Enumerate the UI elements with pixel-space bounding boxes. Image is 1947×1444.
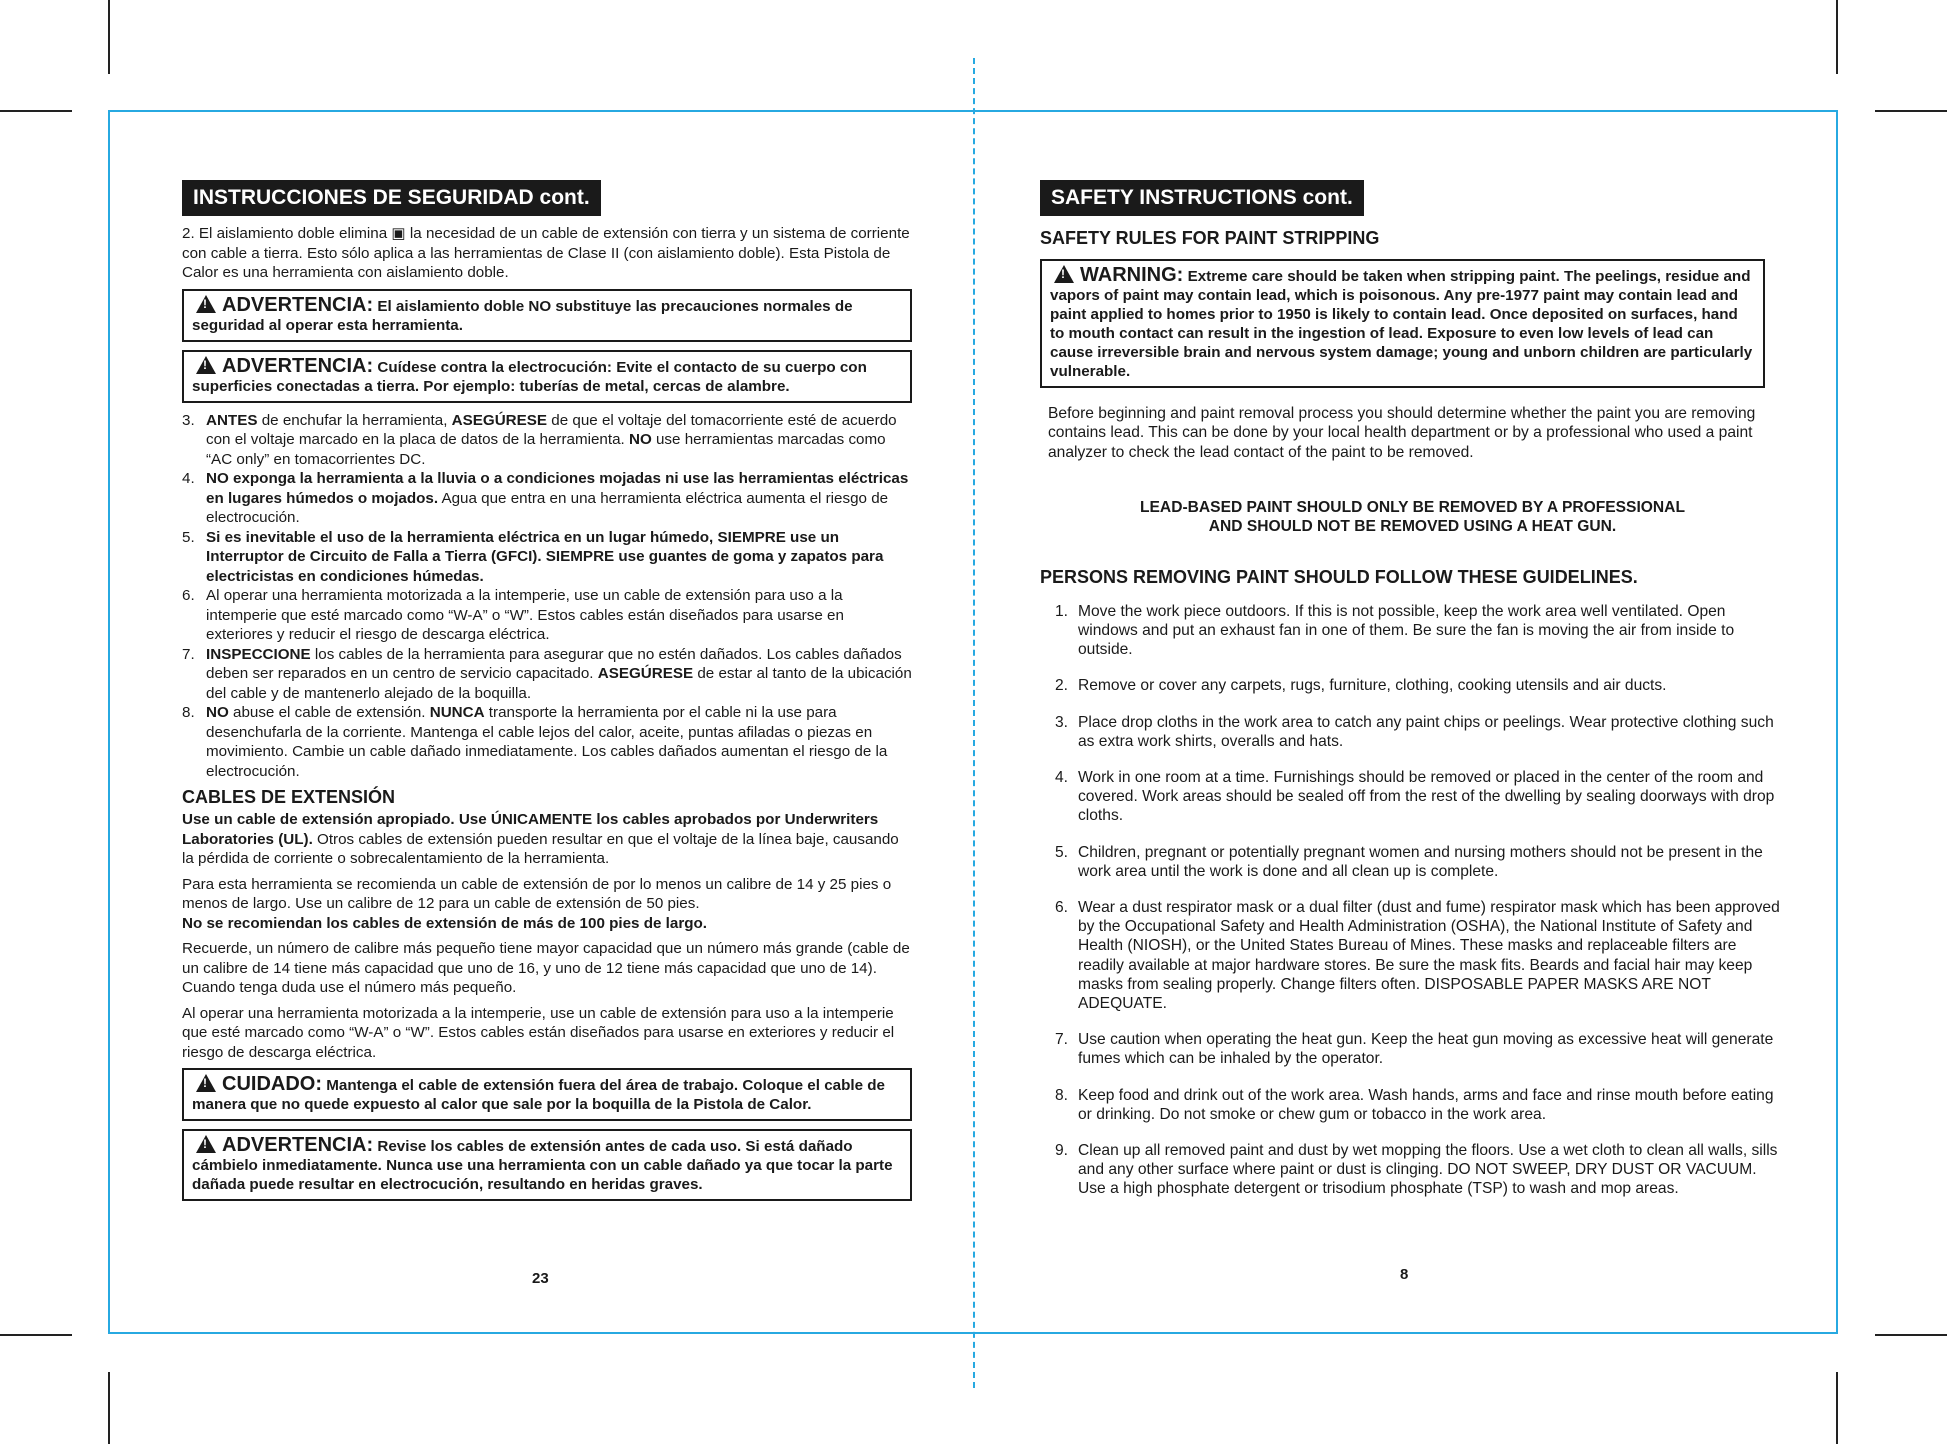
warning-icon bbox=[196, 1135, 216, 1153]
instruction-item bbox=[182, 528, 912, 587]
item-2: 2. El aislamiento doble elimina ▣ la necesidad de un cable de extensión con tierra y un sistema de corriente con cable a tierra. Esto sólo aplica a las herramientas de Clase II (con aislamiento doble). Esta Pistola de Calor es una herramienta con aislamiento doble. bbox=[182, 225, 910, 282]
guideline-number: 2. bbox=[1054, 677, 1068, 695]
instruction-item bbox=[182, 469, 912, 528]
item-plain: Agua que entra en una herramienta eléctrica aumenta el riesgo de electrocución. bbox=[206, 489, 889, 527]
guideline-item bbox=[1040, 1086, 1785, 1124]
crop-mark bbox=[1836, 1372, 1838, 1444]
item-plain: de estar al tanto de la ubicación del cable y de mantenerlo alejado de la boquilla. bbox=[206, 665, 912, 702]
fold-line bbox=[973, 58, 975, 1388]
warning-text: Cuídese contra la electrocución: Evite el contacto de su cuerpo con superficies conectadas a tierra. Por ejemplo: tuberías de metal, cercas de alambre. bbox=[192, 358, 867, 395]
crop-mark bbox=[0, 110, 72, 112]
item-bold: ANTES bbox=[206, 411, 258, 429]
guideline-item bbox=[1040, 676, 1785, 695]
warning-box bbox=[182, 1129, 912, 1201]
guideline-item bbox=[1040, 768, 1785, 826]
guidelines-heading: PERSONS REMOVING PAINT SHOULD FOLLOW THESE GUIDELINES. bbox=[1040, 566, 1638, 587]
item-text bbox=[206, 703, 912, 781]
item-bold: NUNCA bbox=[429, 704, 485, 722]
item-plain: Al operar una herramienta motorizada a la intemperie, use un cable de extensión para uso a la intemperie que esté marcado como “W-A” o “W”. Estos cables están diseñados para usarse en exteriores y reducir el riesgo de descarga eléctrica. bbox=[206, 587, 844, 644]
guideline-number: 7. bbox=[1054, 1031, 1068, 1049]
warning-box bbox=[1040, 259, 1765, 388]
item-plain: transporte la herramienta por el cable ni la use para desenchufarla de la corriente. Mantenga el cable lejos del calor, aceite, puntas afiladas o piezas en movimiento. Cambie un cable dañado inmediatamente. Los cables dañados aumentan el riesgo de la electrocución. bbox=[206, 704, 888, 780]
guideline-item bbox=[1040, 602, 1785, 660]
item-plain: los cables de la herramienta para asegurar que no estén dañados. Los cables dañados deben ser reparados en un centro de servicio capacitado. bbox=[206, 645, 902, 683]
caution-label: CUIDADO: bbox=[222, 1073, 322, 1096]
item-number: 4. bbox=[182, 470, 195, 488]
guideline-text: Children, pregnant or potentially pregnant women and nursing mothers should not be present in the work area until the work is done and all clean up is complete. bbox=[1078, 843, 1763, 880]
item-bold: NO bbox=[628, 431, 652, 449]
cables-bold: No se recomiendan los cables de extensión de más de 100 pies de largo. bbox=[182, 914, 708, 932]
guideline-item bbox=[1040, 898, 1785, 1013]
item-text bbox=[206, 469, 912, 528]
cables-text: Otros cables de extensión pueden resultar en que el voltaje de la línea baje, causando la pérdida de corriente o sobrecalentamiento de la herramienta. bbox=[182, 830, 899, 868]
guideline-number: 5. bbox=[1054, 843, 1068, 861]
warning-icon bbox=[196, 295, 216, 313]
guideline-number: 4. bbox=[1054, 768, 1068, 786]
cables-paragraph bbox=[182, 810, 912, 869]
item-bold: NO exponga la herramienta a la lluvia o a condiciones mojadas ni use las herramientas eléctricas en lugares húmedos o mojados. bbox=[206, 470, 909, 507]
guidelines-list bbox=[1040, 602, 1785, 1199]
guideline-number: 1. bbox=[1054, 602, 1068, 620]
instruction-item bbox=[182, 411, 912, 470]
paint-stripping-heading: SAFETY RULES FOR PAINT STRIPPING bbox=[1040, 228, 1380, 249]
section-header: INSTRUCCIONES DE SEGURIDAD cont. bbox=[182, 180, 601, 216]
right-page bbox=[1040, 180, 1785, 1216]
cables-paragraph bbox=[182, 875, 912, 934]
guideline-number: 3. bbox=[1054, 713, 1068, 731]
item-plain: use herramientas marcadas como “AC only” en tomacorrientes DC. bbox=[206, 431, 886, 468]
warning-icon bbox=[196, 356, 216, 374]
guideline-number: 6. bbox=[1054, 898, 1068, 916]
item-bold: ASEGÚRESE bbox=[451, 411, 548, 429]
guideline-text: Use caution when operating the heat gun. Keep the heat gun moving as excessive heat will generate fumes which can be inhaled by the operator. bbox=[1078, 1031, 1774, 1068]
crop-mark bbox=[1836, 0, 1838, 74]
guideline-text: Keep food and drink out of the work area. Wash hands, arms and face and rinse mouth before eating or drinking. Do not smoke or chew gum or tobacco in the work area. bbox=[1078, 1086, 1774, 1123]
warning-icon bbox=[1054, 265, 1074, 283]
guideline-text: Remove or cover any carpets, rugs, furniture, clothing, cooking utensils and air ducts. bbox=[1078, 677, 1667, 695]
caution-box bbox=[182, 1068, 912, 1121]
guideline-item bbox=[1040, 1141, 1785, 1199]
crop-mark bbox=[108, 1372, 110, 1444]
item-text bbox=[206, 645, 912, 704]
page-number: 8 bbox=[1400, 1266, 1409, 1283]
guideline-text: Move the work piece outdoors. If this is not possible, keep the work area well ventilated. Open windows and put an exhaust fan in one of them. Be sure the fan is moving the air from inside to outside. bbox=[1078, 602, 1735, 659]
item-plain: abuse el cable de extensión. bbox=[228, 704, 430, 722]
cables-paragraph: Al operar una herramienta motorizada a la intemperie, use un cable de extensión para uso a la intemperie que esté marcado como “W-A” o “W”. Estos cables están diseñados para usarse en exteriores y reducir el riesgo de descarga eléctrica. bbox=[182, 1004, 895, 1061]
crop-mark bbox=[0, 1334, 72, 1336]
left-page bbox=[182, 180, 912, 1209]
guideline-item bbox=[1040, 843, 1785, 881]
section-header: SAFETY INSTRUCTIONS cont. bbox=[1040, 180, 1364, 216]
instruction-item bbox=[182, 703, 912, 781]
cables-bold: Use un cable de extensión apropiado. Use ÚNICAMENTE los cables aprobados por Underwriters Laboratories (UL). bbox=[182, 811, 879, 848]
instruction-item bbox=[182, 586, 912, 645]
warning-box bbox=[182, 350, 912, 403]
cables-heading: CABLES DE EXTENSIÓN bbox=[182, 787, 396, 808]
guideline-text: Place drop cloths in the work area to catch any paint chips or peelings. Wear protective clothing such as extra work shirts, overalls and hats. bbox=[1078, 713, 1774, 750]
warning-label: WARNING: bbox=[1080, 264, 1184, 287]
item-bold: Si es inevitable el uso de la herramienta eléctrica en un lugar húmedo, SIEMPRE use un Interruptor de Circuito de Falla a Tierra (GFCI). SIEMPRE use guantes de goma y zapatos para electricistas en condiciones húmedas. bbox=[206, 528, 884, 585]
lead-notice: LEAD-BASED PAINT SHOULD ONLY BE REMOVED BY A PROFESSIONAL bbox=[1140, 498, 1685, 516]
warning-icon bbox=[196, 1074, 216, 1092]
item-text bbox=[206, 586, 912, 645]
warning-box bbox=[182, 289, 912, 342]
cables-text: Para esta herramienta se recomienda un cable de extensión de por lo menos un calibre de 14 y 25 pies o menos de largo. Use un calibre de 12 para un cable de extensión de 50 pies. bbox=[182, 875, 892, 913]
cables-paragraph: Recuerde, un número de calibre más pequeño tiene mayor capacidad que un número más grande (cable de un calibre de 14 tiene más capacidad que uno de 16, y uno de 12 tiene más capacidad que uno de 14). Cuando tenga duda use el número más pequeño. bbox=[182, 940, 910, 997]
item-number: 3. bbox=[182, 411, 195, 429]
caution-text: Mantenga el cable de extensión fuera del área de trabajo. Coloque el cable de manera que no quede expuesto al calor que sale por la boquilla de la Pistola de Calor. bbox=[192, 1077, 885, 1114]
guideline-item bbox=[1040, 1030, 1785, 1068]
item-plain: de enchufar la herramienta, bbox=[257, 411, 452, 429]
lead-notice: AND SHOULD NOT BE REMOVED USING A HEAT GUN. bbox=[1208, 518, 1617, 536]
crop-mark bbox=[1875, 110, 1947, 112]
guideline-text: Work in one room at a time. Furnishings should be removed or placed in the center of the room and covered. Work areas should be sealed off from the rest of the dwelling by sealing doorways with drop cloths. bbox=[1078, 768, 1775, 825]
crop-mark bbox=[1875, 1334, 1947, 1336]
warning-label: ADVERTENCIA: bbox=[222, 293, 374, 316]
item-number: 6. bbox=[182, 587, 195, 605]
item-bold: NO bbox=[206, 704, 229, 722]
intro-paragraph: Before beginning and paint removal process you should determine whether the paint you are removing contains lead. This can be done by your local health department or by a professional who used a paint analyzer to check the lead contact of the paint to be removed. bbox=[1048, 405, 1756, 461]
warning-text: El aislamiento doble NO substituye las precauciones normales de seguridad al operar esta herramienta. bbox=[192, 297, 853, 334]
item-number: 8. bbox=[182, 704, 195, 722]
warning-text: Extreme care should be taken when stripping paint. The peelings, residue and vapors of paint may contain lead, which is poisonous. Any pre-1977 paint may contain lead and paint applied to homes prior to 1950 is likely to contain lead. Once deposited on surfaces, hand to mouth contact can result in the ingestion of lead. Exposure to even low levels of lead can cause irreversible brain and nervous system damage; young and unborn children are particularly vulnerable. bbox=[1050, 268, 1753, 381]
item-text bbox=[206, 528, 912, 587]
item-number: 7. bbox=[182, 645, 195, 663]
crop-mark bbox=[108, 0, 110, 74]
item-plain: de que el voltaje del tomacorriente esté de acuerdo con el voltaje marcado en la placa de datos de la herramienta. bbox=[206, 411, 897, 449]
guideline-text: Wear a dust respirator mask or a dual filter (dust and fume) respirator mask which has been approved by the Occupational Safety and Health Administration (OSHA), the National Institute of Safety and Health (NIOSH), or the United States Bureau of Mines. These masks and replaceable filters are readily available at major hardware stores. Be sure the mask fits. Beards and facial hair may keep masks from sealing properly. Change filters often. DISPOSABLE PAPER MASKS ARE NOT ADEQUATE. bbox=[1078, 898, 1780, 1012]
item-bold: INSPECCIONE bbox=[206, 645, 311, 663]
warning-label: ADVERTENCIA: bbox=[222, 354, 374, 377]
page-number: 23 bbox=[532, 1270, 549, 1287]
warning-label: ADVERTENCIA: bbox=[222, 1134, 374, 1157]
item-text bbox=[206, 411, 912, 470]
guideline-number: 9. bbox=[1054, 1142, 1068, 1160]
warning-text: Revise los cables de extensión antes de cada uso. Si está dañado cámbielo inmediatamente. Nunca use una herramienta con un cable dañado ya que tocar la parte dañada puede resultar en electrocución, resultando en heridas graves. bbox=[192, 1138, 893, 1194]
item-number: 5. bbox=[182, 528, 195, 546]
instruction-item bbox=[182, 645, 912, 704]
item-bold: ASEGÚRESE bbox=[597, 665, 694, 683]
guideline-number: 8. bbox=[1054, 1086, 1068, 1104]
instruction-list bbox=[182, 411, 912, 782]
guideline-text: Clean up all removed paint and dust by wet mopping the floors. Use a wet cloth to clean all walls, sills and any other surface where paint or dust is clinging. DO NOT SWEEP, DRY DUST OR VACUUM. Use a high phosphate detergent or trisodium phosphate (TSP) to wash and mop areas. bbox=[1078, 1142, 1778, 1198]
guideline-item bbox=[1040, 713, 1785, 751]
